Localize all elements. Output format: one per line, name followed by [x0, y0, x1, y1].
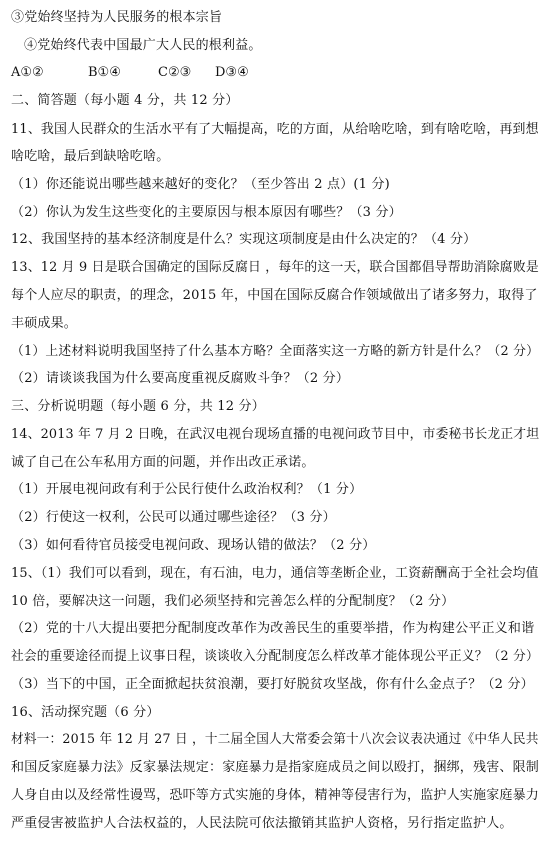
- question-13-line-1: 13、12 月 9 日是联合国确定的国际反腐日 ，每年的这一天，联合国都倡导帮助消除腐败是: [11, 260, 539, 275]
- question-14-part-3: （3）如何看待官员接受电视问政、现场认错的做法？（2 分）: [11, 538, 376, 553]
- material-1-line-3: 人身自由以及经常性谩骂，恐吓等方式实施的身体，精神等侵害行为，监护人实施家庭暴力: [11, 788, 540, 803]
- option-d: D③④: [215, 65, 249, 80]
- question-11-part-2: （2）你认为发生这些变化的主要原因与根本原因有哪些？（3 分）: [11, 205, 402, 220]
- question-11-line-1: 11、我国人民群众的生活水平有了大幅提高，吃的方面，从给啥吃啥，到有啥吃啥，再到想: [11, 122, 539, 137]
- option-b: B①④: [88, 65, 121, 80]
- statement-3: ③党始终坚持为人民服务的根本宗旨: [11, 10, 223, 25]
- question-16-heading: 16、活动探究题（6 分）: [11, 705, 160, 720]
- question-15-part-1-line-2: 10 倍，要解决这一问题，我们必须坚持和完善怎么样的分配制度？（2 分）: [11, 594, 455, 609]
- question-14-part-2: （2）行使这一权利，公民可以通过哪些途径？（3 分）: [11, 510, 336, 525]
- question-13-line-3: 丰硕成果。: [11, 316, 78, 331]
- material-1-line-1: 材料一：2015 年 12 月 27 日 ，十二届全国人大常委会第十八次会议表决通过《中华人民共: [11, 732, 539, 747]
- section-heading-short-answer: 二、简答题（每小题 4 分，共 12 分）: [11, 93, 239, 108]
- option-a: A①②: [11, 65, 44, 80]
- question-15-part-3: （3）当下的中国，正全面掀起扶贫浪潮，要打好脱贫攻坚战，你有什么金点子？（2 分）: [11, 677, 534, 692]
- material-1-line-4: 严重侵害被监护人合法权益的，人民法院可依法撤销其监护人资格，另行指定监护人。: [11, 816, 513, 831]
- question-15-part-2-line-2: 社会的重要途径而提上议事日程，谈谈收入分配制度怎么样改革才能体现公平正义？（2 分）: [11, 649, 539, 664]
- question-11-part-1: （1）你还能说出哪些越来越好的变化？（至少答出 2 点）(1 分): [11, 177, 390, 192]
- statement-4: ④党始终代表中国最广大人民的根利益。: [24, 38, 262, 53]
- question-15-part-1-line-1: 15、（1）我们可以看到，现在，有石油，电力，通信等垄断企业，工资薪酬高于全社会均值: [11, 566, 539, 581]
- question-15-part-2-line-1: （2）党的十八大提出要把分配制度改革作为改善民生的重要举措，作为构建公平正义和谐: [11, 621, 535, 636]
- question-13-part-2: （2）请谈谈我国为什么要高度重视反腐败斗争？（2 分）: [11, 371, 350, 386]
- question-13-line-2: 每个人应尽的职责，的理念，2015 年，中国在国际反腐合作领域做出了诸多努力，取得了: [11, 288, 538, 303]
- question-14-line-2: 诚了自己在公车私用方面的问题，并作出改正承诺。: [11, 455, 315, 470]
- material-1-line-2: 和国反家庭暴力法》反家暴法规定：家庭暴力是指家庭成员之间以殴打，捆绑，残害、限制: [11, 760, 540, 775]
- question-13-part-1: （1）上述材料说明我国坚持了什么基本方略？全面落实这一方略的新方针是什么？（2 分）: [11, 344, 540, 359]
- section-heading-analysis: 三、分析说明题（每小题 6 分，共 12 分）: [11, 399, 265, 414]
- question-12: 12、我国坚持的基本经济制度是什么？实现这项制度是由什么决定的？（4 分）: [11, 232, 477, 247]
- option-c: C②③: [158, 65, 192, 80]
- question-14-part-1: （1）开展电视问政有利于公民行使什么政治权利？（1 分）: [11, 482, 363, 497]
- question-14-line-1: 14、2013 年 7 月 2 日晚，在武汉电视台现场直播的电视问政节目中，市委秘书长龙正才坦: [11, 427, 540, 442]
- question-11-line-2: 啥吃啥，最后到缺啥吃啥。: [11, 149, 170, 164]
